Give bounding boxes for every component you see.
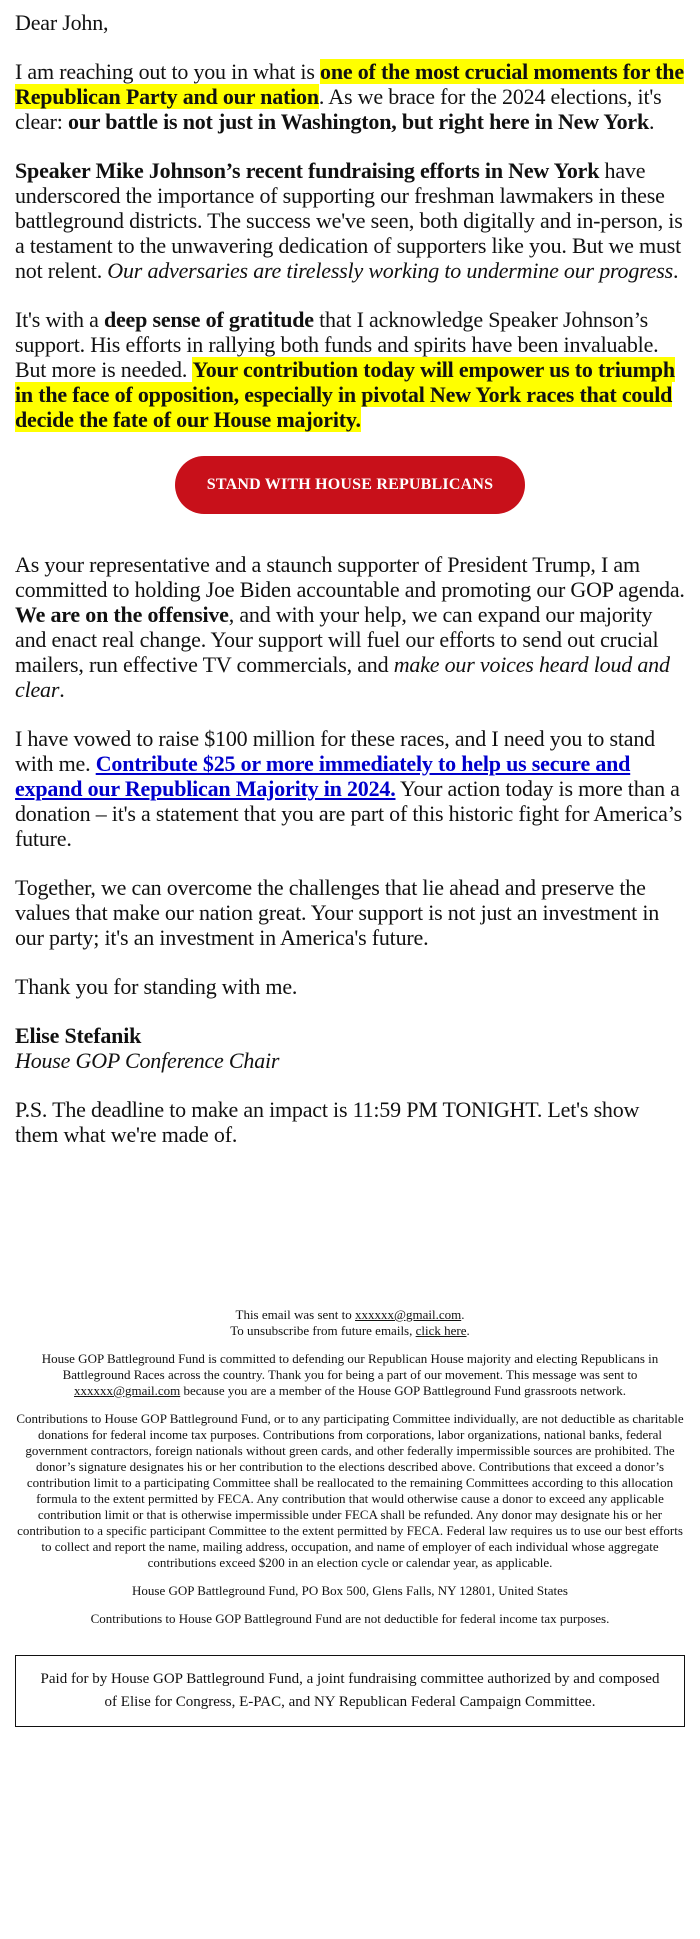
italic-text: make our voices heard loud and clear [15,652,670,702]
signature-title: House GOP Conference Chair [15,1048,280,1073]
paragraph-speaker: Speaker Mike Johnson’s recent fundraising efforts in New York have underscored the importance of supporting our freshman lawmakers in these battleground districts. The success we've seen, both digitally and in-person, is a testament to the unwavering dedication of supporters like you. But we must not relent. Our adversaries are tirelessly working to undermine our progress. [15,158,683,283]
recipient-email-link-2[interactable]: xxxxxx@gmail.com [74,1383,181,1398]
footer-tax-note: Contributions to House GOP Battleground Fund are not deductible for federal income tax purposes. [90,1611,610,1626]
unsubscribe-link[interactable]: click here [415,1323,467,1338]
recipient-email-link[interactable]: xxxxxx@gmail.com [355,1307,462,1322]
signature-name: Elise Stefanik [15,1023,142,1048]
paragraph-contribute: I have vowed to raise $100 million for these races, and I need you to stand with me. Contribute $25 or more immediately to help us secure and expand our Republican Majority in 2024. Your action today is more than a donation – it's a statement that you are part of this historic fight for America’s future. [15,726,682,851]
letter-content [15,0,685,1147]
footer-address: House GOP Battleground Fund, PO Box 500, Glens Falls, NY 12801, United States [132,1583,568,1598]
paid-for-disclaimer-box: Paid for by House GOP Battleground Fund, a joint fundraising committee authorized by and composed of Elise for Congress, E-PAC, and NY Republican Federal Campaign Committee. [15,1655,685,1727]
footer-about: House GOP Battleground Fund is committed to defending our Republican House majority and electing Republicans in Battleground Races across the country. Thank you for being a part of our movement. This message was sent to xxxxxx@gmail.com because you are a member of the House GOP Battleground Fund grassroots network. [41,1351,659,1398]
paragraph-representative: As your representative and a staunch supporter of President Trump, I am committed to holding Joe Biden accountable and promoting our GOP agenda. We are on the offensive, and with your help, we can expand our majority and enact real change. Your support will fuel our efforts to send out crucial mailers, run effective TV commercials, and make our voices heard loud and clear. [15,552,685,702]
highlighted-text: Your contribution today will empower us to triumph in the face of opposition, especially in pivotal New York races that could decide the fate of our House majority. [15,357,675,432]
highlighted-text: one of the most crucial moments for the Republican Party and our nation [15,59,684,109]
stand-with-house-republicans-button[interactable]: STAND WITH HOUSE REPUBLICANS [175,456,525,514]
paragraph-together: Together, we can overcome the challenges that lie ahead and preserve the values that make our nation great. Your support is not just an investment in our party; it's an investment in America's future. [15,875,660,950]
paragraph-gratitude: It's with a deep sense of gratitude that I acknowledge Speaker Johnson’s support. His efforts in rallying both funds and spirits have been invaluable. But more is needed. Your contribution today will empower us to triumph in the face of opposition, especially in pivotal New York races that could decide the fate of our House majority. [15,307,675,432]
bold-text: Speaker Mike Johnson’s recent fundraising efforts in New York [15,158,600,183]
bold-text: our battle is not just in Washington, but right here in New York [67,109,650,134]
cta-container [15,456,685,514]
closing: Thank you for standing with me. [15,974,298,999]
bold-text: We are on the offensive [15,602,229,627]
footer-sent-to: This email was sent to xxxxxx@gmail.com. To unsubscribe from future emails, click here. [230,1307,470,1338]
contribute-link[interactable]: Contribute $25 or more immediately to help us secure and expand our Republican Majority in 2024. [15,751,631,801]
signature [15,1023,685,1073]
footer-disclaimer: Contributions to House GOP Battleground Fund, or to any participating Committee individually, are not deductible as charitable donations for federal income tax purposes. Contributions from corporations, labor organizations, national banks, federal government contractors, foreign nationals without green cards, and other federally impermissible sources are prohibited. The donor’s signature designates his or her contribution to the elections described above. Contributions that exceed a donor’s contribution limit to a participating Committee shall be reallocated to the remaining Committees according to this allocation formula to the extent permitted by FECA. Any contribution that would otherwise cause a donor to exceed any applicable contribution limit or that is otherwise impermissible under FECA shall be refunded. Any donor may designate his or her contribution to a specific participant Committee to the extent permitted by FECA. Federal law requires us to use our best efforts to collect and report the name, mailing address, occupation, and name of employer of each individual whose aggregate contributions exceed $200 in an election cycle or calendar year, as applicable. [16,1411,684,1570]
footer [15,1307,685,1727]
bold-text: deep sense of gratitude [103,307,314,332]
postscript: P.S. The deadline to make an impact is 11:59 PM TONIGHT. Let's show them what we're made of. [15,1097,640,1147]
paragraph-intro: I am reaching out to you in what is one of the most crucial moments for the Republican Party and our nation. As we brace for the 2024 elections, it's clear: our battle is not just in Washington, but right here in New York. [15,59,684,134]
italic-text: Our adversaries are tirelessly working to undermine our progress [107,258,673,283]
greeting: Dear John, [15,10,109,35]
